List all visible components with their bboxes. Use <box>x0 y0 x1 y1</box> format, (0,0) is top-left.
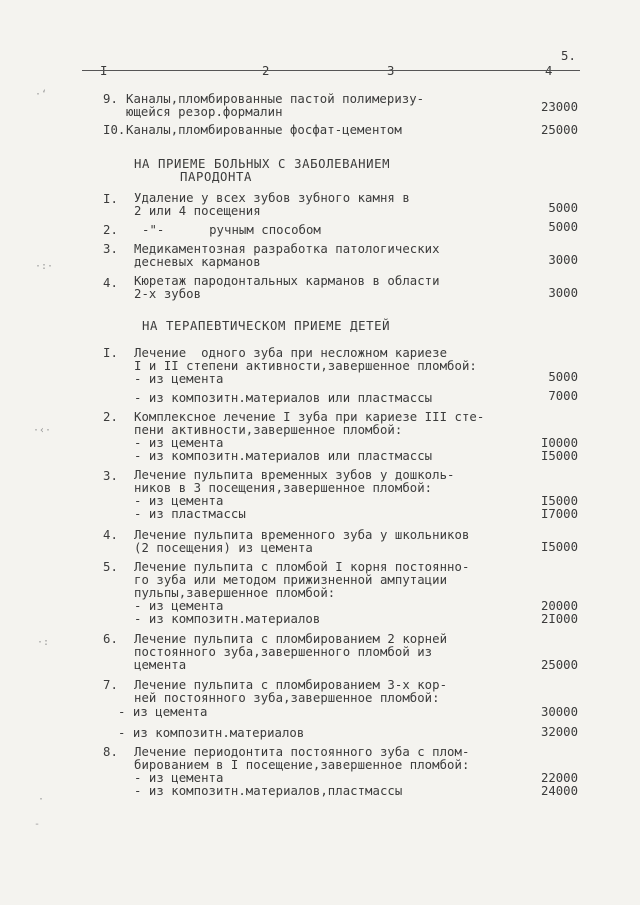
price: I5000 <box>540 449 578 463</box>
item-text: Лечение пульпита с пломбированием 2 корней <box>134 632 448 646</box>
scan-smudge: ·: <box>37 637 50 648</box>
column-header-2: 2 <box>262 64 270 78</box>
item-text: Медикаментозная разработка патологических <box>134 242 440 256</box>
item-number: 4. <box>103 528 118 542</box>
item-number: 9. <box>103 92 118 106</box>
item-number: 4. <box>103 276 118 290</box>
price: 25000 <box>540 123 578 137</box>
section-heading: НА ПРИЕМЕ БОЛЬНЫХ С ЗАБОЛЕВАНИЕМ <box>134 157 391 171</box>
item-text: Каналы,пломбированные фосфат-цементом <box>126 123 402 137</box>
item-text: 2 или 4 посещения <box>134 204 261 218</box>
item-text: пени активности,завершенное пломбой: <box>134 423 403 437</box>
item-number: I. <box>103 346 118 360</box>
column-header-4: 4 <box>545 64 553 78</box>
scan-smudge: ‐ <box>34 819 41 830</box>
item-text: - из композитн.материалов,пластмассы <box>134 784 403 798</box>
item-text: - из цемента <box>134 771 224 785</box>
column-header-3: 3 <box>387 64 395 78</box>
item-text: постоянного зуба,завершенного пломбой из <box>134 645 433 659</box>
section-heading: ПАРОДОНТА <box>180 170 253 184</box>
price: 3000 <box>548 286 578 300</box>
item-text: пульпы,завершенное пломбой: <box>134 586 336 600</box>
item-number: 2. <box>103 223 118 237</box>
price: 5000 <box>548 370 578 384</box>
item-text: - из цемента <box>134 494 224 508</box>
item-text: - из цемента <box>134 599 224 613</box>
item-text: - из композитн.материалов <box>134 612 321 626</box>
price: 23000 <box>540 100 578 114</box>
scan-smudge: ·‹· <box>33 425 52 436</box>
price: 5000 <box>548 201 578 215</box>
item-text: I и II степени активности,завершенное пломбой: <box>134 359 477 373</box>
item-number: I. <box>103 192 118 206</box>
item-text: - из композитн.материалов или пластмассы <box>134 449 433 463</box>
price: 24000 <box>540 784 578 798</box>
item-text: ников в 3 посещения,завершенное пломбой: <box>134 481 433 495</box>
scan-smudge: ·‘ <box>35 89 48 100</box>
item-text: - из пластмассы <box>134 507 246 521</box>
item-number: I0. <box>103 123 126 137</box>
section-heading: НА ТЕРАПЕВТИЧЕСКОМ ПРИЕМЕ ДЕТЕЙ <box>142 319 391 333</box>
item-number: 7. <box>103 678 118 692</box>
header-rule <box>82 70 580 71</box>
price: 3000 <box>548 253 578 267</box>
price: I5000 <box>540 494 578 508</box>
item-number: 2. <box>103 410 118 424</box>
scan-smudge: ·:· <box>35 261 54 272</box>
item-number: 8. <box>103 745 118 759</box>
item-text: ней постоянного зуба,завершенное пломбой: <box>134 691 440 705</box>
item-text: Кюретаж пародонтальных карманов в области <box>134 274 440 288</box>
item-text: 2-х зубов <box>134 287 202 301</box>
item-text: - из цемента <box>118 705 208 719</box>
item-number: 3. <box>103 242 118 256</box>
price: 20000 <box>540 599 578 613</box>
price: 30000 <box>540 705 578 719</box>
item-text: - из цемента <box>134 372 224 386</box>
item-text: Лечение пульпита с пломбированием 3-х кор- <box>134 678 448 692</box>
item-text: ющейся резор.формалин <box>126 105 283 119</box>
item-number: 6. <box>103 632 118 646</box>
item-number: 3. <box>103 469 118 483</box>
price: 2I000 <box>540 612 578 626</box>
item-text: (2 посещения) из цемента <box>134 541 313 555</box>
price: I7000 <box>540 507 578 521</box>
item-text: го зуба или методом прижизненной ампутации <box>134 573 448 587</box>
price: 5000 <box>548 220 578 234</box>
item-text: Лечение одного зуба при несложном кариезе <box>134 346 448 360</box>
item-text: Каналы,пломбированные пастой полимеризу- <box>126 92 425 106</box>
item-text: Удаление у всех зубов зубного камня в <box>134 191 410 205</box>
page-number: 5. <box>561 49 576 63</box>
item-text: - из цемента <box>134 436 224 450</box>
item-text: цемента <box>134 658 187 672</box>
price: 25000 <box>540 658 578 672</box>
item-text: десневых карманов <box>134 255 261 269</box>
item-text: Комплексное лечение I зуба при кариезе III сте- <box>134 410 485 424</box>
item-text: бированием в I посещение,завершенное пломбой: <box>134 758 470 772</box>
price: 7000 <box>548 389 578 403</box>
item-text: Лечение периодонтита постоянного зуба с плом- <box>134 745 470 759</box>
price: I0000 <box>540 436 578 450</box>
item-text: Лечение пульпита временного зуба у школьников <box>134 528 470 542</box>
item-text: Лечение пульпита временных зубов у дошколь- <box>134 468 455 482</box>
item-text: -"- ручным способом <box>142 223 321 237</box>
item-text: - из композитн.материалов или пластмассы <box>134 391 433 405</box>
item-text: Лечение пульпита с пломбой I корня постоянно- <box>134 560 470 574</box>
price: 22000 <box>540 771 578 785</box>
column-header-1: I <box>100 64 108 78</box>
price: I5000 <box>540 540 578 554</box>
item-number: 5. <box>103 560 118 574</box>
scan-smudge: · <box>38 794 45 805</box>
price: 32000 <box>540 725 578 739</box>
item-text: - из композитн.материалов <box>118 726 305 740</box>
